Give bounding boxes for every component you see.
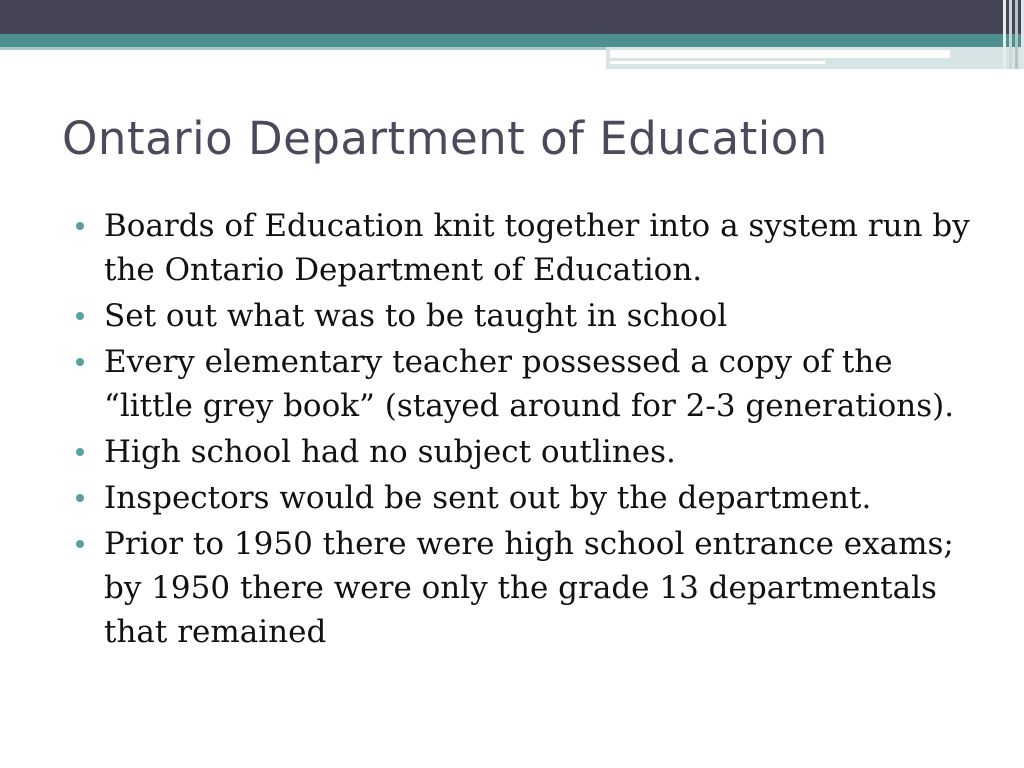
- bullet-text: Set out what was to be taught in school: [104, 298, 728, 334]
- bullet-text: Inspectors would be sent out by the department.: [104, 480, 872, 516]
- bullet-item: [76, 294, 976, 338]
- bullet-marker-icon: [76, 494, 84, 502]
- bullet-text: Prior to 1950 there were high school entrance exams; by 1950 there were only the grade 13 departmentals that remained: [104, 526, 954, 650]
- bullet-text: Every elementary teacher possessed a copy of the “little grey book” (stayed around for 2-3 generations).: [104, 344, 955, 424]
- bullet-item: [76, 340, 976, 428]
- vertical-stripe: [1009, 0, 1012, 69]
- header-band-teal: [0, 34, 1024, 47]
- header-band-light-strip: [0, 47, 606, 50]
- header-band-right-inner: [610, 50, 950, 58]
- bullet-marker-icon: [76, 222, 84, 230]
- bullet-item: [76, 430, 976, 474]
- bullet-marker-icon: [76, 312, 84, 320]
- vertical-stripe: [1015, 0, 1018, 69]
- header-band-dark: [0, 0, 1024, 34]
- slide-title: Ontario Department of Education: [62, 112, 828, 165]
- header-band-right-line: [610, 61, 825, 64]
- bullet-text: Boards of Education knit together into a system run by the Ontario Department of Education.: [104, 208, 970, 288]
- bullet-item: [76, 476, 976, 520]
- bullet-item: [76, 204, 976, 292]
- vertical-stripe: [1003, 0, 1006, 69]
- bullet-marker-icon: [76, 448, 84, 456]
- bullet-marker-icon: [76, 540, 84, 548]
- bullet-item: [76, 522, 976, 654]
- header-vertical-stripes: [990, 0, 1024, 69]
- bullet-text: High school had no subject outlines.: [104, 434, 676, 470]
- bullet-marker-icon: [76, 358, 84, 366]
- bullet-list: [76, 204, 976, 656]
